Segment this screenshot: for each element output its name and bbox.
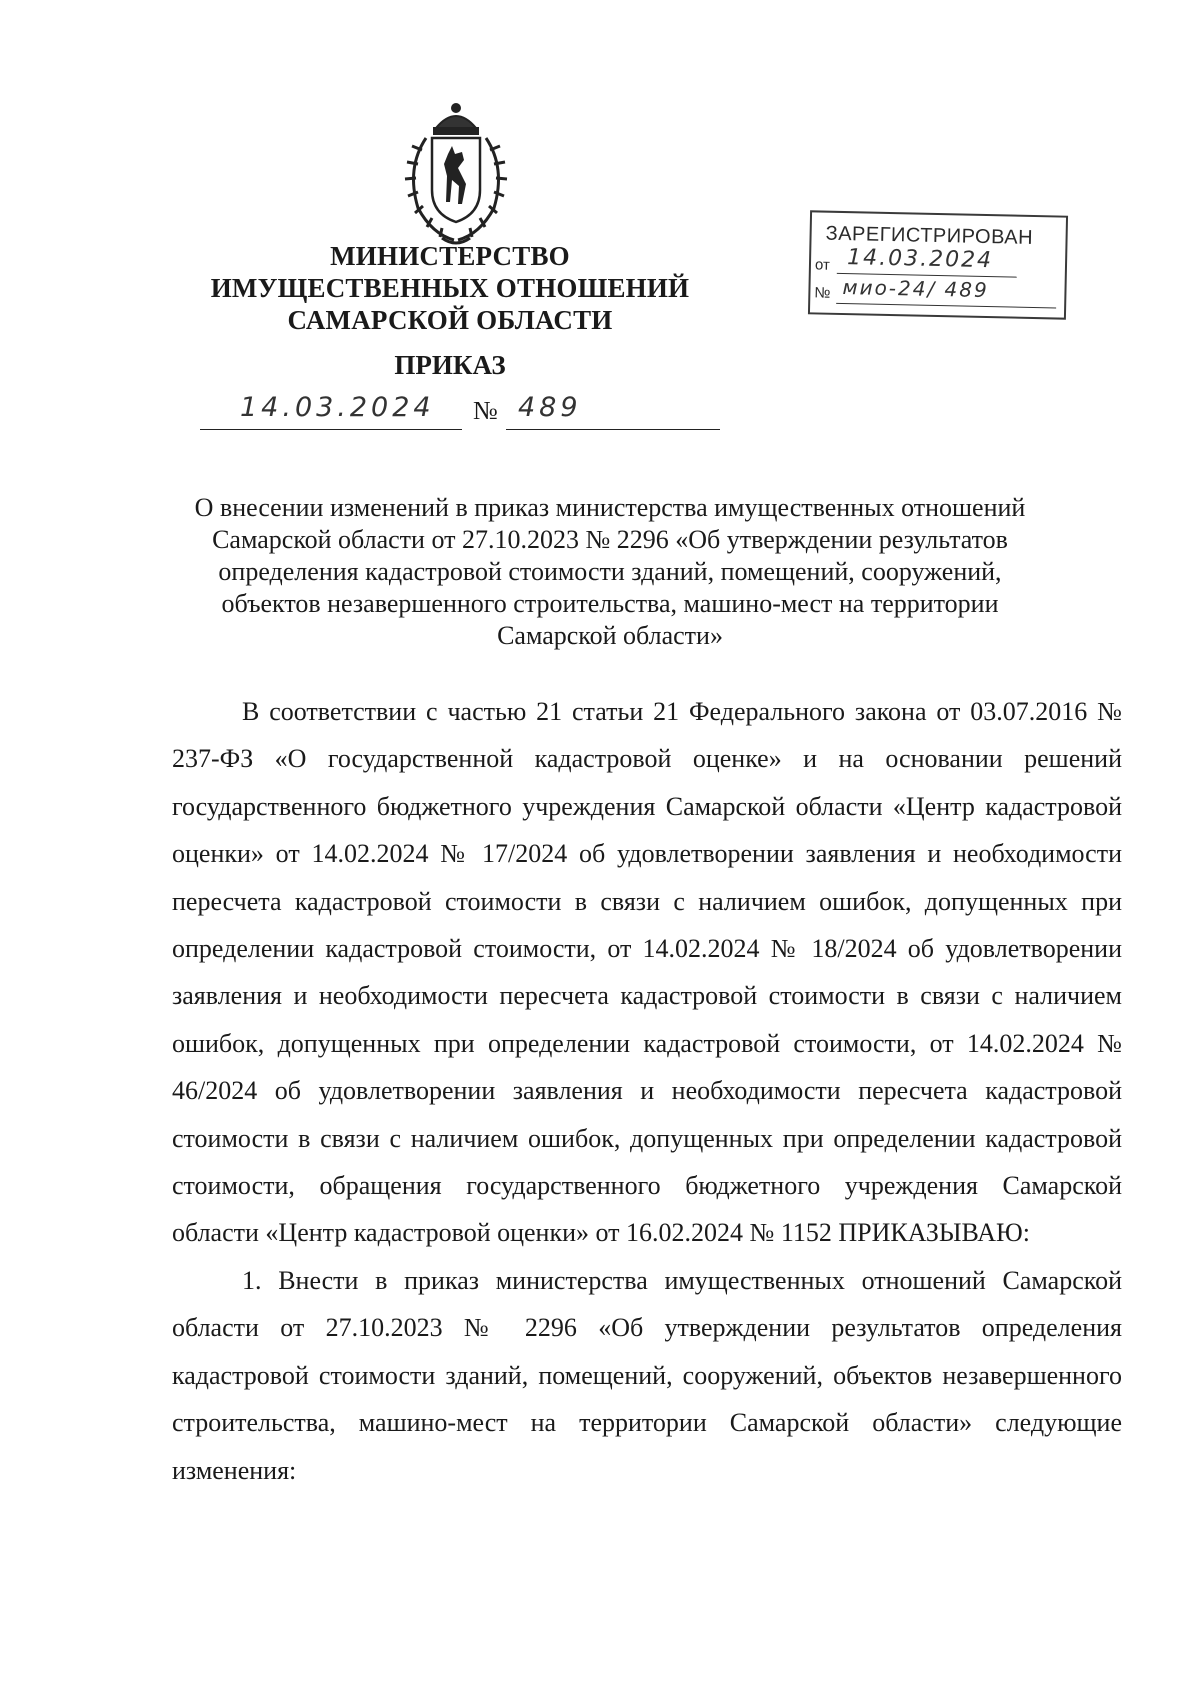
subject-line-1: О внесении изменений в приказ министерства имущественных отношений: [194, 493, 1026, 522]
registration-stamp: [808, 210, 1068, 319]
stamp-number-label: №: [814, 284, 831, 302]
stamp-title: ЗАРЕГИСТРИРОВАН: [825, 222, 1034, 249]
stamp-number-underline: [836, 303, 1056, 309]
subject-line-3: определения кадастровой стоимости зданий, помещений, сооружений,: [218, 557, 1002, 586]
order-number-handwritten: 489: [518, 392, 582, 423]
body-paragraph-2: 1. Внести в приказ министерства имущественных отношений Самарской области от 27.10.2023 № 2296 «Об утверждении результатов определения кадастровой стоимости зданий, помещений, сооружений, объектов незавершенного строительства, машино-мест на территории Самарской области» следующие изменения:: [172, 1265, 1122, 1485]
stamp-from-label: от: [814, 256, 831, 274]
order-subject: [160, 492, 1060, 652]
coat-of-arms-icon: [392, 98, 520, 248]
ministry-line-1: МИНИСТЕРСТВО: [330, 241, 570, 271]
body-paragraph-1: В соответствии с частью 21 статьи 21 Федерального закона от 03.07.2016 № 237-ФЗ «О государственной кадастровой оценке» и на основании решений государственного бюджетного учреждения Самарской области «Центр кадастровой оценки» от 14.02.2024 № 17/2024 об удовлетворении заявления и необходимости пересчета кадастровой стоимости в связи с наличием ошибок, допущенных при определении кадастровой стоимости, от 14.02.2024 № 18/2024 об удовлетворении заявления и необходимости пересчета кадастровой стоимости в связи с наличием ошибок, допущенных при определении кадастровой стоимости, от 14.02.2024 № 46/2024 об удовлетворении заявления и необходимости пересчета кадастровой стоимости в связи с наличием ошибок, допущенных при определении кадастровой стоимости, обращения государственного бюджетного учреждения Самарской области «Центр кадастровой оценки» от 16.02.2024 № 1152 ПРИКАЗЫВАЮ:: [172, 697, 1122, 1248]
subject-line-4: объектов незавершенного строительства, машино-мест на территории: [221, 589, 999, 618]
date-underline: [200, 429, 462, 430]
stamp-from-row: [815, 256, 830, 273]
number-underline: [506, 429, 720, 430]
subject-line-2: Самарской области от 27.10.2023 № 2296 «Об утверждении результатов: [212, 525, 1008, 554]
stamp-from-value: 14.03.2024: [846, 245, 994, 274]
order-number-sign: №: [473, 396, 498, 425]
order-date-number-line: [200, 392, 720, 432]
ministry-name: [180, 240, 720, 336]
stamp-number-row: [814, 284, 830, 301]
ministry-line-3: САМАРСКОЙ ОБЛАСТИ: [287, 305, 613, 335]
stamp-number-value: мио-24/ 489: [842, 275, 990, 303]
ministry-line-2: ИМУЩЕСТВЕННЫХ ОТНОШЕНИЙ: [210, 273, 690, 303]
order-body: [172, 688, 1122, 1494]
subject-line-5: Самарской области»: [497, 621, 723, 650]
order-title: ПРИКАЗ: [394, 350, 506, 380]
order-date-handwritten: 14.03.2024: [240, 392, 435, 423]
